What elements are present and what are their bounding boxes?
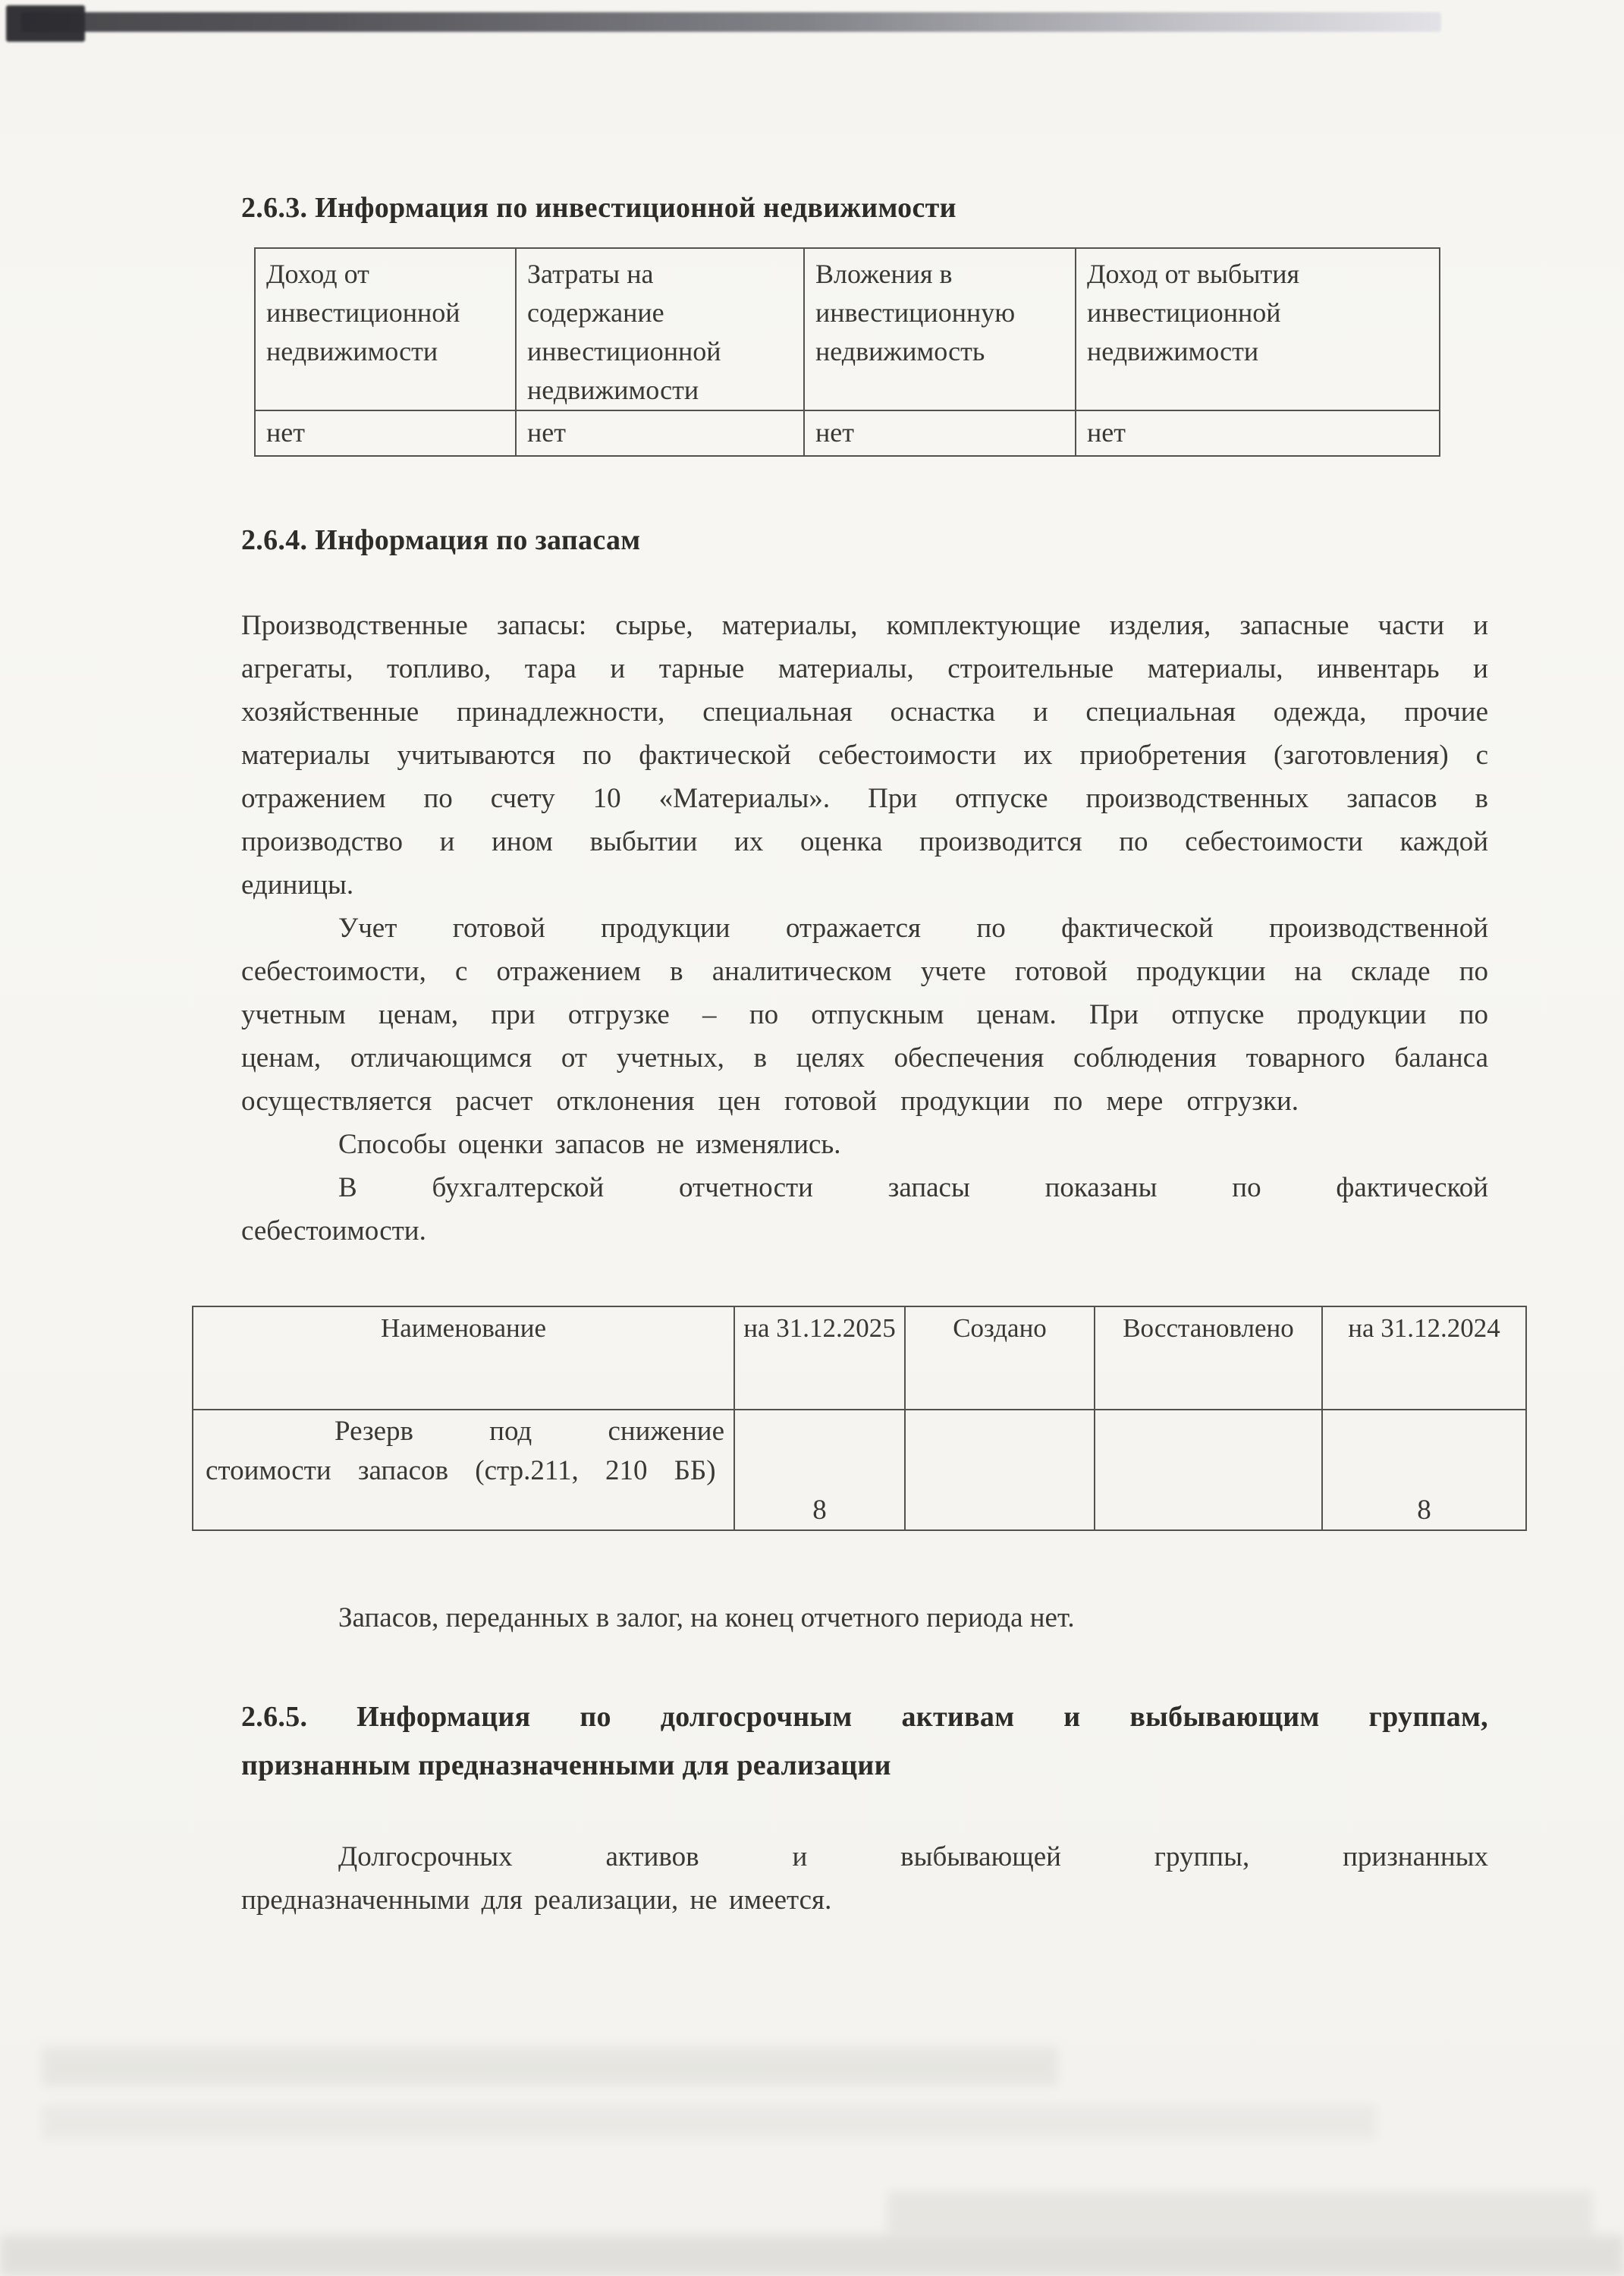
column-header-name: Наименование	[193, 1306, 734, 1410]
column-header-on-2024: на 31.12.2024	[1322, 1306, 1526, 1410]
column-header-on-2025: на 31.12.2025	[734, 1306, 905, 1410]
reserve-value-2024-cell: 8	[1322, 1410, 1526, 1530]
table-header-row	[193, 1306, 1526, 1410]
heading-line: признанным предназначенными для реализации	[241, 1749, 891, 1781]
paragraph-line: себестоимости.	[241, 1215, 426, 1246]
paragraph-line: В бухгалтерской отчетности запасы показаны по фактической	[338, 1172, 1488, 1203]
scan-smudge	[0, 2235, 1624, 2276]
paragraph-noncurrent-assets	[241, 1835, 1488, 1922]
paragraph-valuation-methods: Способы оценки запасов не изменялись.	[338, 1129, 841, 1160]
table-header-row	[255, 248, 1440, 410]
table-cell: нет	[804, 410, 1076, 456]
heading-line: 2.6.5. Информация по долгосрочным активам и выбывающим группам,	[241, 1701, 1488, 1733]
column-header: Вложения в инвестиционную недвижимость	[804, 248, 1076, 410]
table-cell: нет	[1076, 410, 1440, 456]
column-header: Доход от инвестиционной недвижимости	[255, 248, 516, 410]
scan-smudge	[42, 2105, 1377, 2139]
column-header-created: Создано	[905, 1306, 1095, 1410]
paragraph-line: предназначенными для реализации, не имеется.	[241, 1885, 832, 1916]
paragraph-production-inventories: Производственные запасы: сырье, материалы, комплектующие изделия, запасные части и агрегаты, топливо, тара и тарные материалы, строительные материалы, инвентарь и хозяйственные принадлежности, специальная оснастка и специальная одежда, прочие материалы учитываются по фактической себестоимости их приобретения (заготовления) с отражением по счету 10 «Материалы». При отпуске производственных запасов в производство и ином выбытии их оценка производится по себестоимости каждой единицы.	[241, 610, 1488, 901]
paragraph-pledged-inventories-note: Запасов, переданных в залог, на конец отчетного периода нет.	[338, 1602, 1075, 1633]
table-cell: нет	[255, 410, 516, 456]
reserve-name-cell: Резерв под снижение стоимости запасов (стр.211, 210 ББ)	[193, 1410, 734, 1530]
reserve-restored-cell	[1095, 1410, 1322, 1530]
reserve-value-2025-cell: 8	[734, 1410, 905, 1530]
paragraph-finished-goods: Учет готовой продукции отражается по фактической производственной себестоимости, с отражением в аналитическом учете готовой продукции на складе по учетным ценам, при отгрузке – по отпускным ценам. При отпуске продукции по ценам, отличающимся от учетных, в целях обеспечения соблюдения товарного баланса осуществляется расчет отклонения цен готовой продукции по мере отгрузки.	[241, 913, 1488, 1117]
inventory-reserve-table	[192, 1306, 1527, 1531]
scan-smudge	[42, 2047, 1058, 2086]
section-heading-2-6-5	[241, 1693, 1488, 1790]
investment-property-table	[254, 247, 1440, 457]
column-header-restored: Восстановлено	[1095, 1306, 1322, 1410]
section-heading-2-6-3: 2.6.3. Информация по инвестиционной недвижимости	[241, 192, 956, 224]
table-cell: нет	[516, 410, 804, 456]
table-row	[255, 410, 1440, 456]
scan-smudge	[887, 2191, 1593, 2235]
paragraph-line: Долгосрочных активов и выбывающей группы, признанных	[338, 1841, 1488, 1872]
column-header: Доход от выбытия инвестиционной недвижимости	[1076, 248, 1440, 410]
reserve-created-cell	[905, 1410, 1095, 1530]
table-row-reserve	[193, 1410, 1526, 1530]
section-heading-2-6-4: 2.6.4. Информация по запасам	[241, 524, 641, 556]
column-header: Затраты на содержание инвестиционной недвижимости	[516, 248, 804, 410]
paragraph-reporting-cost	[241, 1166, 1488, 1253]
